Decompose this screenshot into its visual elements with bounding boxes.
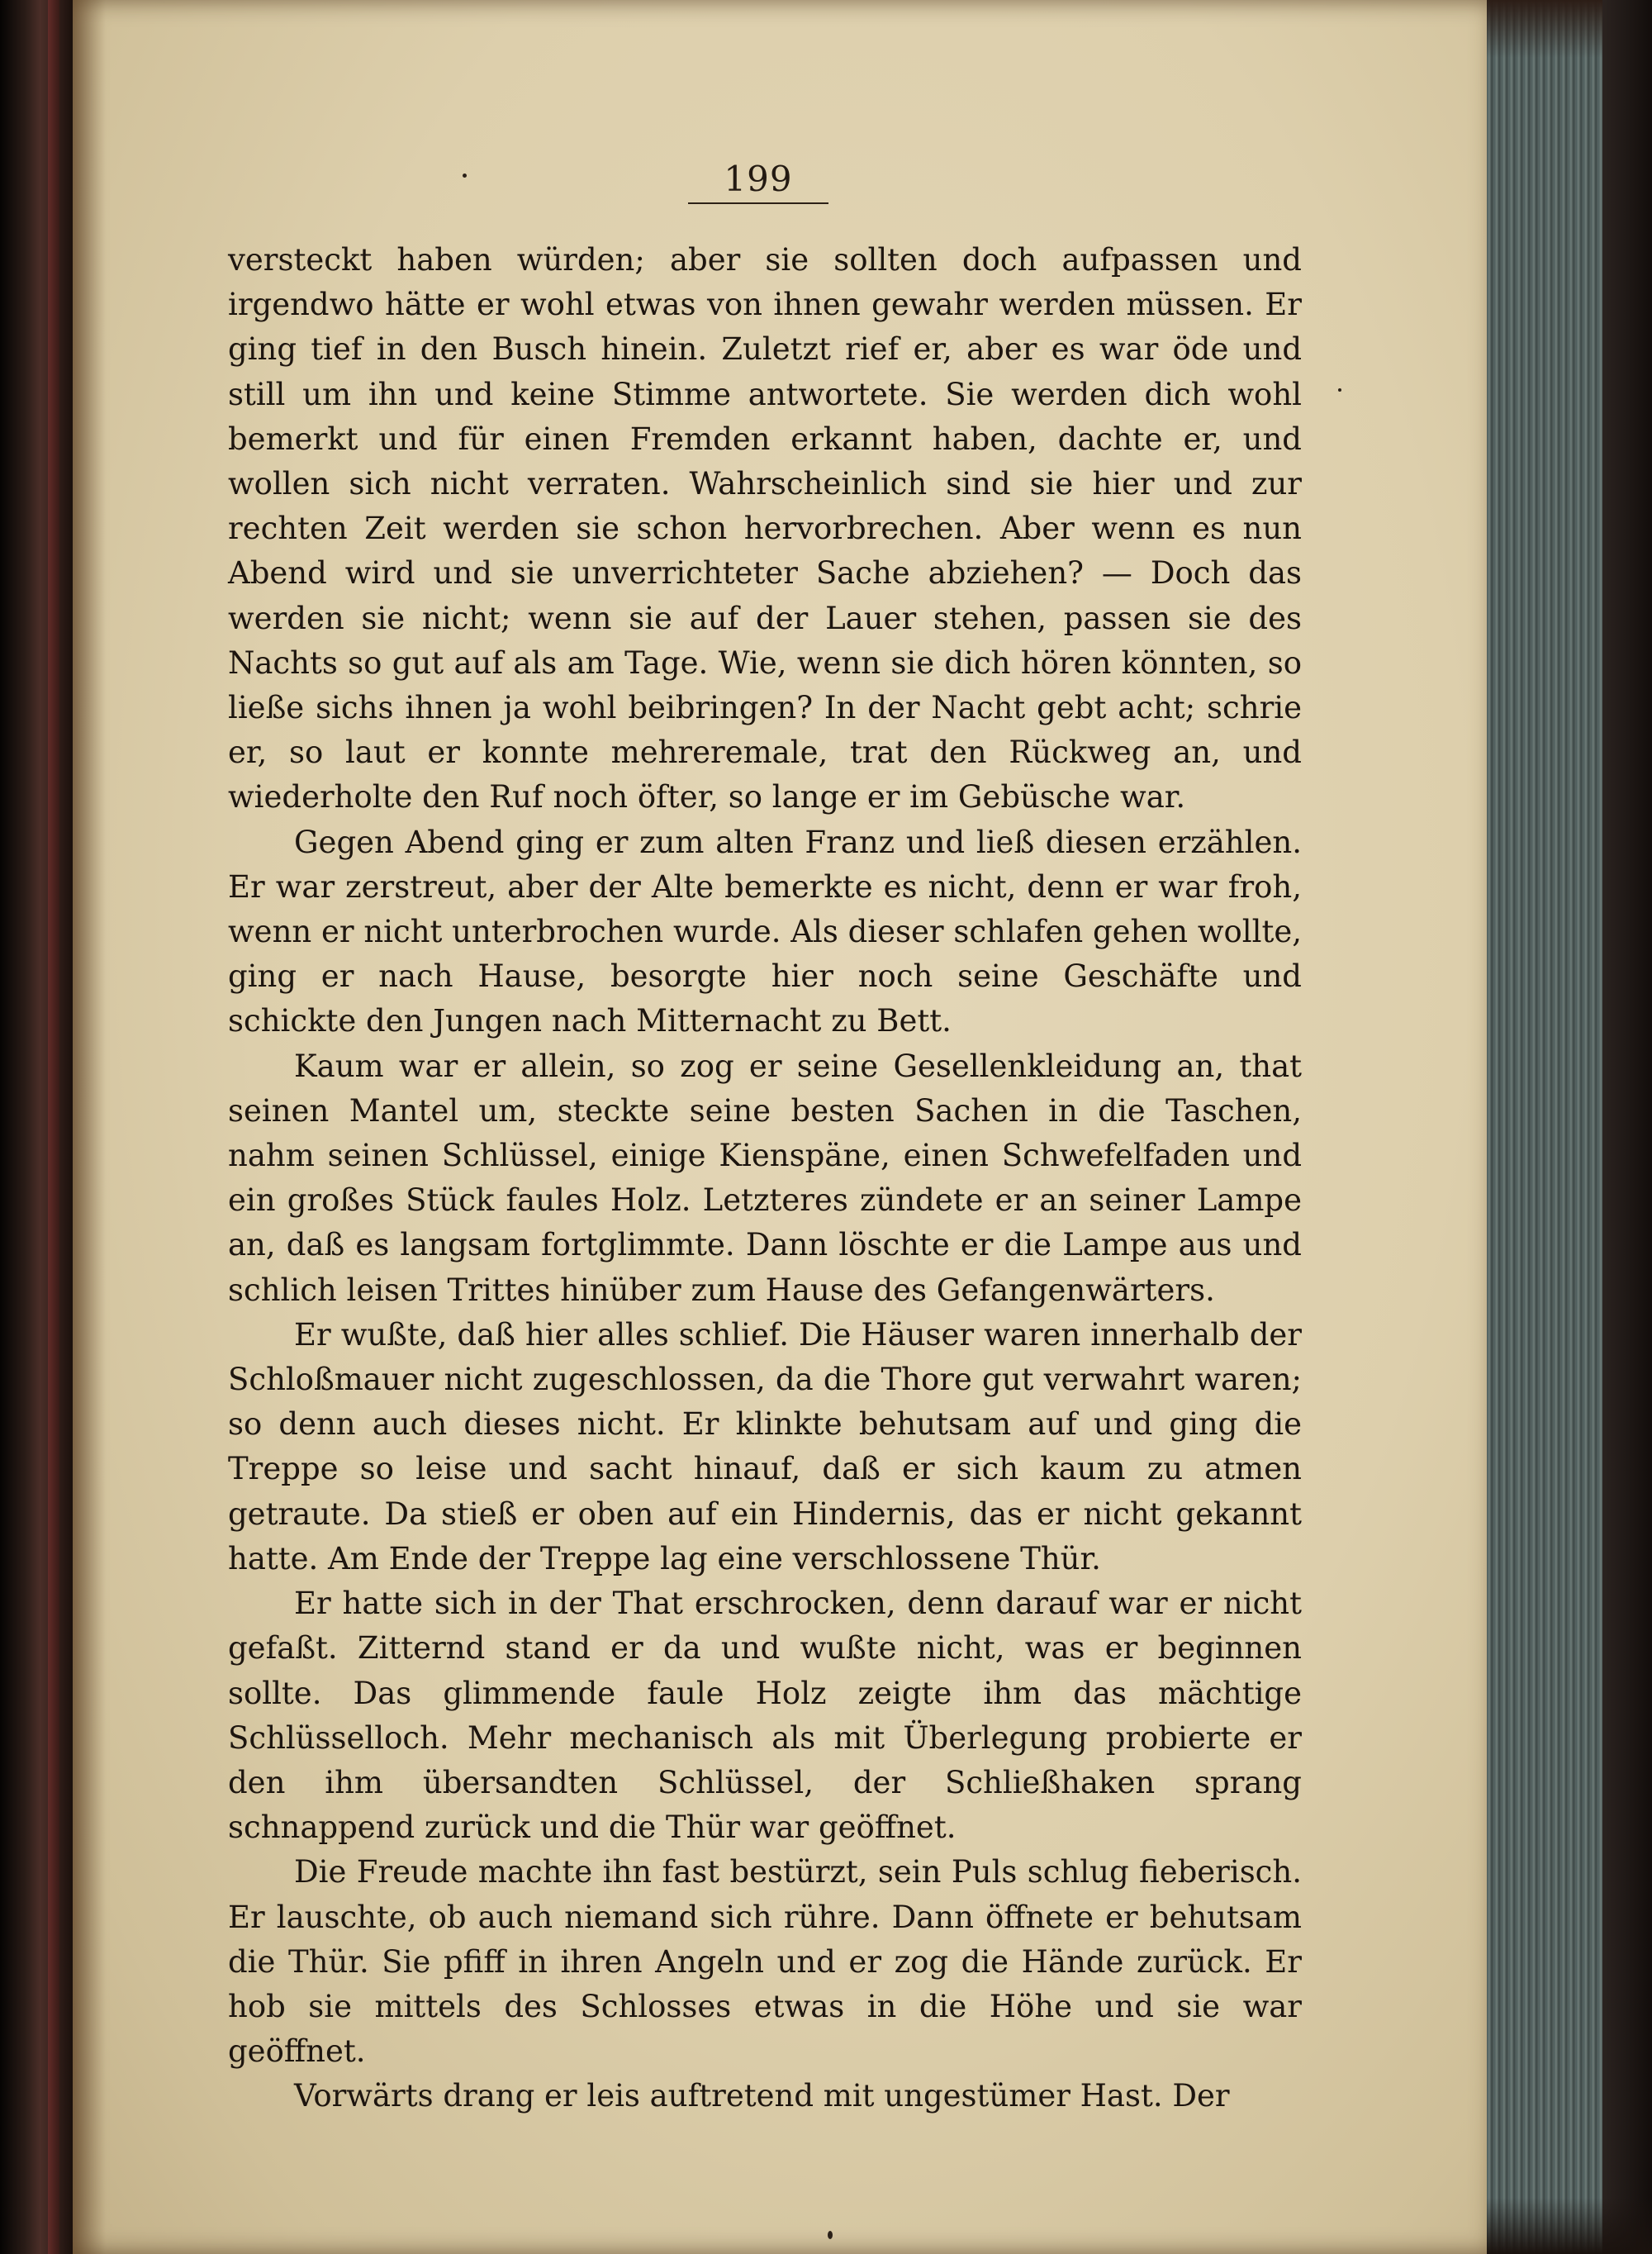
binding-stripe [48,0,59,2254]
paragraph-5: Er hatte sich in der That erschrocken, denn darauf war er nicht gefaßt. Zitternd stand er da und wußte nicht, was er beginnen sollte. Das glimmende faule Holz zeigte ihm das mächtige Schlüsselloch. Mehr mechanisch als mit Überlegung probierte er den ihm übersandten Schlüssel, der Schließhaken sprang schnappend zurück und die Thür war geöffnet. [228,1586,1302,1846]
book-page-edges [1487,0,1652,2254]
book-cover-edge [1602,0,1652,2254]
paper-speck [1338,388,1341,392]
page-number: 199 [724,159,793,199]
paragraph-6: Die Freude machte ihn fast bestürzt, sein Puls schlug fieberisch. Er lauschte, ob auch niemand sich rühre. Dann öffnete er behutsam die Thür. Sie pfiff in ihren Angeln und er zog die Hände zurück. Er hob sie mittels des Schlosses etwas in die Höhe und sie war geöffnet. [228,1854,1302,2070]
paragraph-1: versteckt haben würden; aber sie sollten doch aufpassen und irgendwo hätte er wohl etwas von ihnen gewahr werden müssen. Er ging tief in den Busch hinein. Zuletzt rief er, aber es war öde und still um ihn und keine Stimme antwortete. Sie werden dich wohl bemerkt und für einen Fremden erkannt haben, dachte er, und wollen sich nicht verraten. Wahrscheinlich sind sie hier und zur rechten Zeit werden sie schon hervorbrechen. Aber wenn es nun Abend wird und sie unverrichteter Sache abziehen? — Doch das werden sie nicht; wenn sie auf der Lauer stehen, passen sie des Nachts so gut auf als am Tage. Wie, wenn sie dich hören könnten, so ließe sichs ihnen ja wohl beibringen? In der Nacht gebt acht; schrie er, so laut er konnte mehreremale, trat den Rückweg an, und wiederholte den Ruf noch öfter, so lange er im Gebüsche war. [228,242,1302,816]
paragraph-4: Er wußte, daß hier alles schlief. Die Häuser waren innerhalb der Schloßmauer nicht zugeschlossen, da die Thore gut verwahrt waren; so denn auch dieses nicht. Er klinkte behutsam auf und ging die Treppe so leise und sacht hinauf, daß er sich kaum zu atmen getraute. Da stieß er oben auf ein Hindernis, das er nicht gekannt hatte. Am Ende der Treppe lag eine verschlossene Thür. [228,1316,1302,1576]
body-text [228,238,1302,2119]
paper-speck [463,174,467,178]
page-header [634,159,882,204]
book-binding-left [0,0,73,2254]
header-rule [688,202,828,204]
paragraph-3: Kaum war er allein, so zog er seine Gesellenkleidung an, that seinen Mantel um, steckte seine besten Sachen in die Taschen, nahm seinen Schlüssel, einige Kienspäne, einen Schwefelfaden und ein großes Stück faules Holz. Letzteres zündete er an seiner Lampe an, daß es langsam fortglimmte. Dann löschte er die Lampe aus und schlich leisen Trittes hinüber zum Hause des Gefangenwärters. [228,1048,1302,1308]
paragraph-7: Vorwärts drang er leis auftretend mit ungestümer Hast. Der [294,2078,1230,2114]
paper-speck [828,2231,833,2239]
page-gutter-shadow [73,0,106,2254]
paragraph-2: Gegen Abend ging er zum alten Franz und ließ diesen erzählen. Er war zerstreut, aber der Alte bemerkte es nicht, denn er war froh, wenn er nicht unterbrochen wurde. Als dieser schlafen gehen wollte, ging er nach Hause, besorgte hier noch seine Geschäfte und schickte den Jungen nach Mitternacht zu Bett. [228,824,1302,1039]
